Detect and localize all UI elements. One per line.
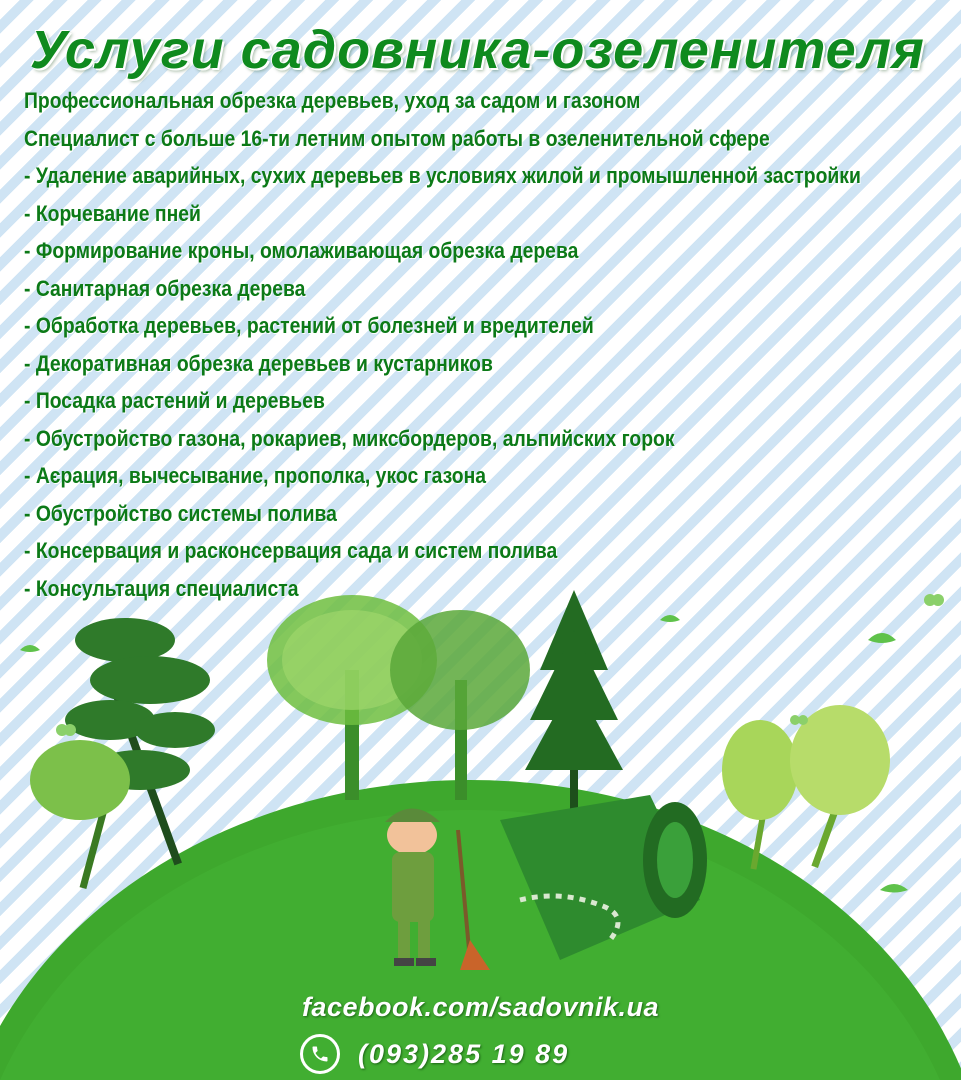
tree-icon	[30, 740, 130, 889]
list-item: - Декоративная обрезка деревьев и кустарников	[24, 350, 493, 376]
list-item: Специалист с больше 16-ти летним опытом работы в озеленительной сфере	[24, 125, 770, 151]
list-item: Профессиональная обрезка деревьев, уход за садом и газоном	[24, 88, 641, 113]
list-item: - Консервация и расконсервация сада и систем полива	[24, 538, 558, 563]
list-item: - Корчевание пней	[24, 200, 201, 226]
list-item: - Консультация специалиста	[24, 575, 299, 601]
page-title: Услуги садовника-озеленителя	[30, 20, 925, 80]
facebook-link[interactable]: facebook.com/sadovnik.ua	[301, 992, 660, 1022]
list-item: - Обустройство системы полива	[24, 500, 337, 526]
phone-icon	[300, 1034, 340, 1074]
list-item: - Формирование кроны, омолаживающая обрезка дерева	[24, 238, 579, 263]
phone-number[interactable]: (093)285 19 89	[358, 1038, 570, 1069]
list-item: - Удаление аварийных, сухих деревьев в условиях жилой и промышленной застройки	[24, 163, 861, 188]
phone-row	[300, 1034, 569, 1074]
tree-icon	[722, 705, 890, 870]
list-item: - Аєрация, вычесывание, прополка, укос газона	[24, 463, 487, 488]
service-list	[24, 82, 954, 607]
tree-icon	[390, 610, 530, 800]
list-item: - Посадка растений и деревьев	[24, 388, 325, 413]
list-item: - Санитарная обрезка дерева	[24, 275, 306, 301]
list-item: - Обустройство газона, рокариев, миксбордеров, альпийских горок	[24, 425, 675, 451]
list-item: - Обработка деревьев, растений от болезней и вредителей	[24, 313, 594, 338]
